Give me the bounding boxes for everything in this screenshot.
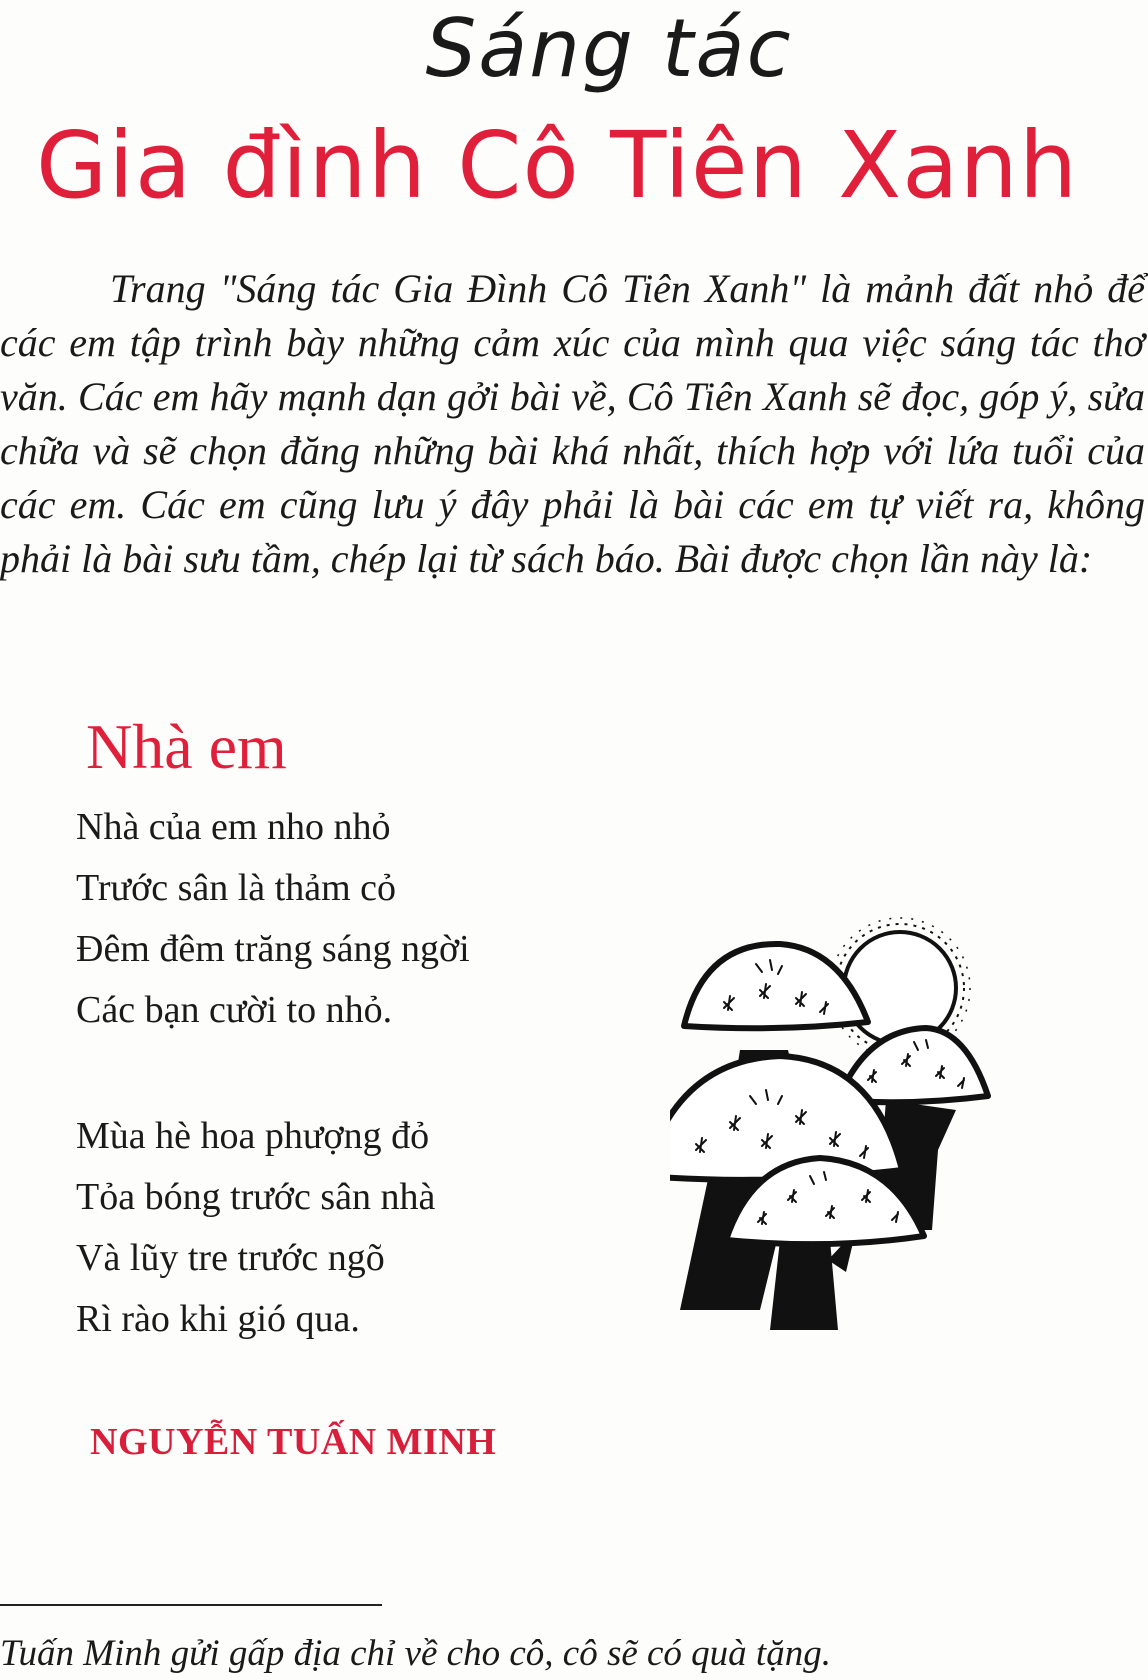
poem-line: Mùa hè hoa phượng đỏ (76, 1115, 430, 1157)
poem-author: NGUYỄN TUẤN MINH (90, 1421, 497, 1463)
poem-line: Và lũy tre trước ngõ (76, 1237, 385, 1279)
poem-line: Đêm đêm trăng sáng ngời (76, 928, 470, 970)
footnote-divider (0, 1604, 382, 1606)
poem-line: Trước sân là thảm cỏ (76, 867, 397, 909)
poem-stanza-2 (76, 1106, 435, 1350)
poem-line: Các bạn cười to nhỏ. (76, 989, 393, 1031)
trees-and-moon-icon (670, 900, 1070, 1340)
intro-paragraph: Trang "Sáng tác Gia Đình Cô Tiên Xanh" là mảnh đất nhỏ để các em tập trình bày những cảm xúc của mình qua việc sáng tác thơ văn. Các em hãy mạnh dạn gởi bài về, Cô Tiên Xanh sẽ đọc, góp ý, sửa chữa và sẽ chọn đăng những bài khá nhất, thích hợp với lứa tuổi của các em. Các em cũng lưu ý đây phải là bài các em tự viết ra, không phải là bài sưu tầm, chép lại từ sách báo. Bài được chọn lần này là: (0, 266, 1145, 581)
poem-line: Nhà của em nho nhỏ (76, 806, 391, 848)
poem-line: Tỏa bóng trước sân nhà (76, 1176, 436, 1218)
poem-stanza-1 (76, 797, 470, 1041)
poem-line: Rì rào khi gió qua. (76, 1298, 360, 1340)
section-title: Sáng tác (425, 2, 793, 95)
footnote: Tuấn Minh gửi gấp địa chỉ về cho cô, cô sẽ có quà tặng. (0, 1633, 831, 1674)
column-title: Gia đình Cô Tiên Xanh (36, 112, 1079, 219)
poem-title: Nhà em (86, 711, 287, 782)
